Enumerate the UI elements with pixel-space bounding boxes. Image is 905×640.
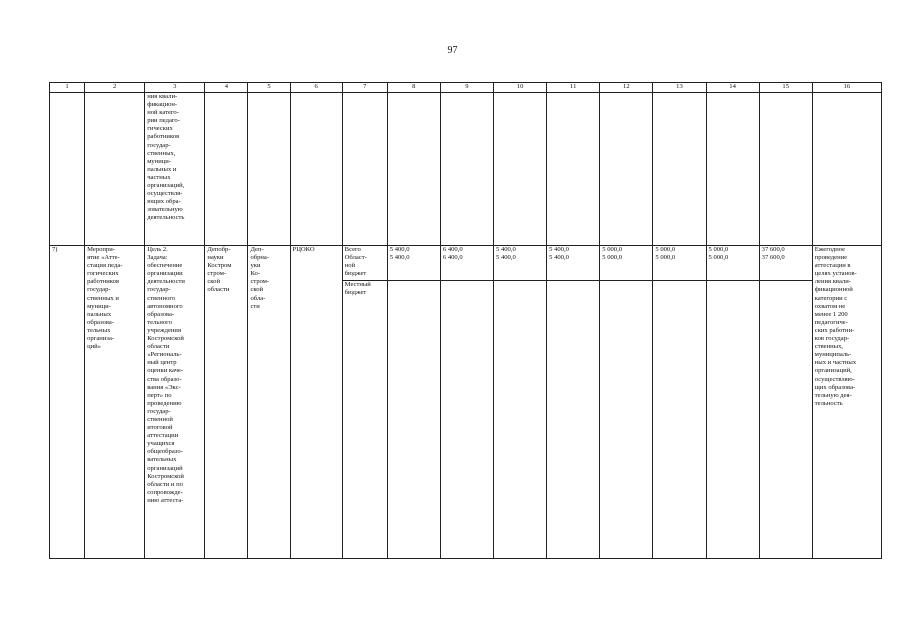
- value-cell: 6 400,0 6 400,0: [440, 246, 493, 281]
- table-cell: [600, 93, 653, 246]
- measure-row: [50, 246, 882, 281]
- header-cell: 2: [85, 83, 145, 93]
- table-cell: [706, 93, 759, 246]
- table-cell: [290, 93, 342, 246]
- table-cell: [653, 93, 706, 246]
- table-cell: [342, 93, 387, 246]
- header-cell: 5: [248, 83, 290, 93]
- header-cell: 6: [290, 83, 342, 93]
- table-cell: [547, 93, 600, 246]
- table-cell: [494, 93, 547, 246]
- header-cell: 7: [342, 83, 387, 93]
- participant: РЦОКО: [290, 246, 342, 559]
- value-cell: 5 000,0 5 000,0: [653, 246, 706, 281]
- header-cell: 14: [706, 83, 759, 93]
- continued-goal-text: ния квали- фикацион- ной катего- рии педаго- гических работников государ- ственных, муници- пальных и частных организаций, осуществля- ющих обра- зовательную деятельность: [145, 93, 205, 246]
- responsible-executor: Депобр- науки Костром стром- ской области: [205, 246, 248, 559]
- header-cell: 15: [759, 83, 812, 93]
- value-total: 37 600,0 37 600,0: [759, 246, 812, 281]
- header-row: [50, 83, 882, 93]
- table-cell: [387, 281, 440, 559]
- header-cell: 10: [494, 83, 547, 93]
- table-cell: [494, 281, 547, 559]
- coordinator: Деп- обрна- уки Ко- стром- ской обла- сти: [248, 246, 290, 559]
- table-cell: [653, 281, 706, 559]
- header-cell: 13: [653, 83, 706, 93]
- table-cell: [205, 93, 248, 246]
- measure-goal: Цель 2. Задача: обеспечение организации деятельности государ- ственного автономного образова- тельного учреждения Костромской области «Региональ- ный центр оценки каче- ства образо- вания «Экс- перт» по проведению государ- ственной итоговой аттестации учащихся общеобразо- вательных организаций Костромской области и по сопровожде- нию аттеста-: [145, 246, 205, 559]
- program-table: [49, 82, 882, 559]
- header-cell: 4: [205, 83, 248, 93]
- header-cell: 12: [600, 83, 653, 93]
- table-cell: [248, 93, 290, 246]
- header-cell: 8: [387, 83, 440, 93]
- header-cell: 3: [145, 83, 205, 93]
- value-cell: 5 400,0 5 400,0: [494, 246, 547, 281]
- table-cell: [440, 93, 493, 246]
- value-cell: 5 400,0 5 400,0: [387, 246, 440, 281]
- table-cell: [812, 93, 881, 246]
- table-cell: [759, 281, 812, 559]
- value-cell: 5 000,0 5 000,0: [706, 246, 759, 281]
- funding-source-top: Всего Област- ной бюджет: [342, 246, 387, 281]
- header-cell: 1: [50, 83, 85, 93]
- table-cell: [706, 281, 759, 559]
- table-cell: [50, 93, 85, 246]
- table-cell: [600, 281, 653, 559]
- continuation-row: [50, 93, 882, 246]
- header-cell: 16: [812, 83, 881, 93]
- measure-name: Меропри- ятие «Атте- стация педа- гогических работников государ- ственных и муници- пальных образова- тельных организа- ций»: [85, 246, 145, 559]
- table-cell: [387, 93, 440, 246]
- page-number: 97: [447, 45, 458, 56]
- table-cell: [547, 281, 600, 559]
- row-number: 7): [50, 246, 85, 559]
- table-cell: [759, 93, 812, 246]
- table-cell: [440, 281, 493, 559]
- table-cell: [85, 93, 145, 246]
- header-cell: 9: [440, 83, 493, 93]
- value-cell: 5 000,0 5 000,0: [600, 246, 653, 281]
- expected-result: Ежегодное проведение аттестации в целях установ- ления квали- фикационной категории с охватом не менее 1 200 педагогиче- ских работни- ков государ- ственных, муниципаль- ных и частных организаций, осуществляю- щих образова- тельную дея- тельность: [812, 246, 881, 559]
- header-cell: 11: [547, 83, 600, 93]
- value-cell: 5 400,0 5 400,0: [547, 246, 600, 281]
- funding-source-bottom: Местный бюджет: [342, 281, 387, 559]
